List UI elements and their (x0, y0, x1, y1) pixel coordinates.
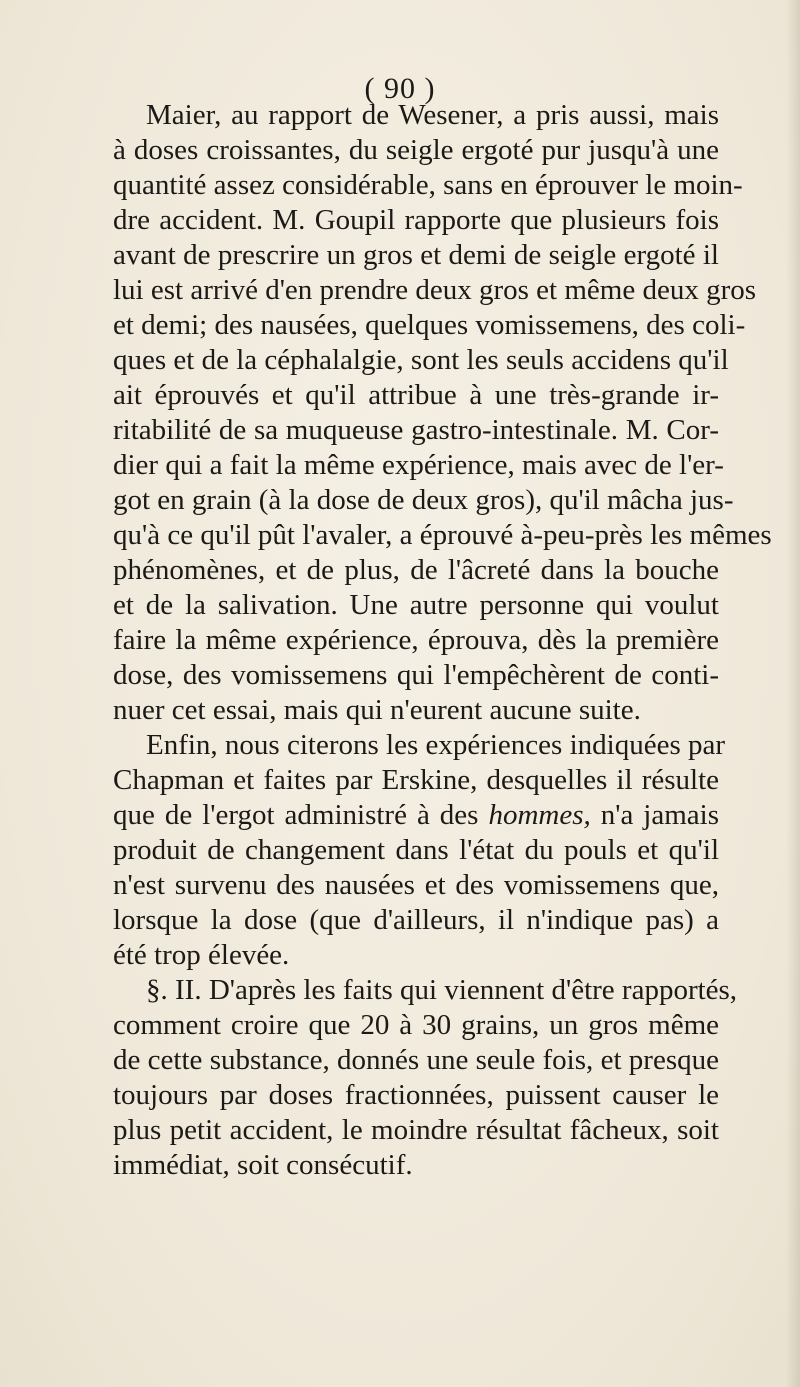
text-line: avant de prescrire un gros et demi de seigle ergoté il (113, 239, 719, 271)
text-line: immédiat, soit consécutif. (113, 1149, 413, 1181)
text-line: plus petit accident, le moindre résultat fâcheux, soit (113, 1114, 719, 1146)
text-line (113, 798, 719, 833)
text-fragment: que de l'ergot administré à des (113, 799, 489, 831)
text-line: lorsque la dose (que d'ailleurs, il n'indique pas) a (113, 904, 719, 936)
text-line: §. II. D'après les faits qui viennent d'être rapportés, (146, 974, 738, 1006)
text-line: et de la salivation. Une autre personne qui voulut (113, 589, 719, 621)
text-line: n'est survenu des nausées et des vomissemens que, (113, 869, 719, 901)
text-line: dose, des vomissemens qui l'empêchèrent de conti- (113, 659, 719, 691)
text-line: dier qui a fait la même expérience, mais avec de l'er- (113, 449, 724, 481)
page-number: ( 90 ) (364, 72, 436, 105)
text-line: produit de changement dans l'état du pouls et qu'il (113, 834, 719, 866)
text-line: got en grain (à la dose de deux gros), qu'il mâcha jus- (113, 484, 734, 516)
text-line: et demi; des nausées, quelques vomissemens, des coli- (113, 309, 746, 341)
text-line: ques et de la céphalalgie, sont les seuls accidens qu'il (113, 344, 729, 376)
text-line: de cette substance, donnés une seule fois, et presque (113, 1044, 719, 1076)
italic-word: hommes, (488, 799, 591, 831)
page-edge-shadow (786, 0, 800, 1387)
text-line: été trop élevée. (113, 939, 290, 971)
text-line: dre accident. M. Goupil rapporte que plusieurs fois (113, 204, 719, 236)
text-line: qu'à ce qu'il pût l'avaler, a éprouvé à-peu-près les mêmes (113, 519, 772, 551)
text-line: toujours par doses fractionnées, puissent causer le (113, 1079, 719, 1111)
text-line: comment croire que 20 à 30 grains, un gros même (113, 1009, 719, 1041)
text-line: ait éprouvés et qu'il attribue à une très-grande ir- (113, 379, 719, 411)
text-line: Chapman et faites par Erskine, desquelles il résulte (113, 764, 719, 796)
text-line: Maier, au rapport de Wesener, a pris aussi, mais (146, 99, 719, 131)
text-line: à doses croissantes, du seigle ergoté pur jusqu'à une (113, 134, 719, 166)
text-line: Enfin, nous citerons les expériences indiquées par (146, 729, 726, 761)
text-line: nuer cet essai, mais qui n'eurent aucune suite. (113, 694, 641, 726)
body-text (113, 98, 772, 1183)
text-line: quantité assez considérable, sans en éprouver le moin- (113, 169, 743, 201)
text-line: phénomènes, et de plus, de l'âcreté dans la bouche (113, 554, 719, 586)
text-line: lui est arrivé d'en prendre deux gros et même deux gros (113, 274, 757, 306)
text-line: ritabilité de sa muqueuse gastro-intestinale. M. Cor- (113, 414, 719, 446)
text-fragment: n'a jamais (590, 799, 719, 831)
text-line: faire la même expérience, éprouva, dès la première (113, 624, 719, 656)
